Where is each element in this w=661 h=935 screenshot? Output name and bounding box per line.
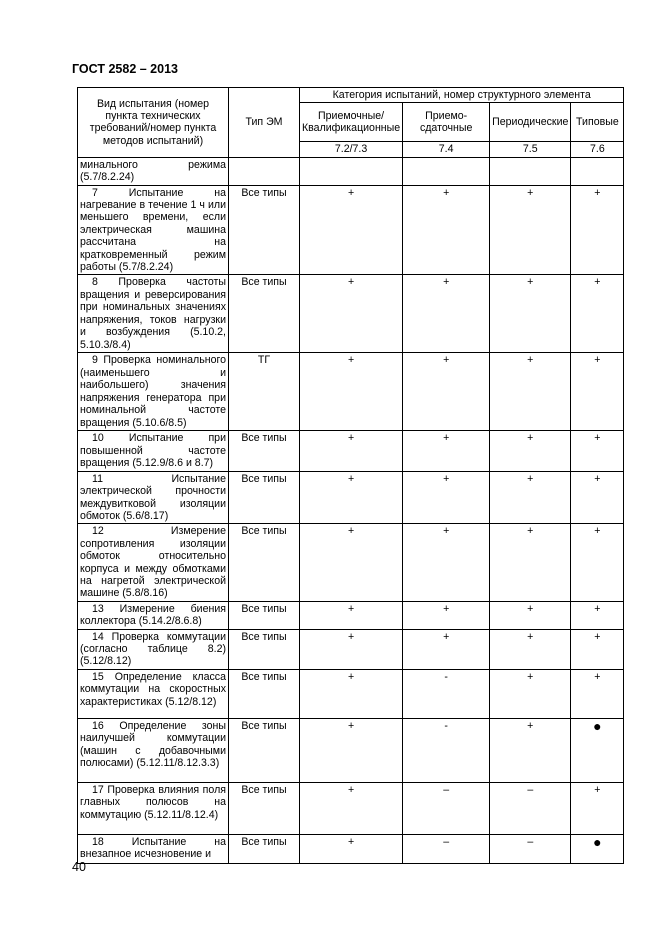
test-description	[78, 275, 229, 353]
machine-type: Все типы	[229, 629, 300, 669]
category-mark: +	[490, 629, 571, 669]
test-description	[78, 185, 229, 275]
test-description-text: 15 Определение класса коммутации на скоростных характеристиках (5.12/8.12)	[80, 670, 226, 708]
machine-type	[229, 157, 300, 185]
test-description	[78, 669, 229, 718]
test-description	[78, 782, 229, 834]
category-mark: +	[300, 185, 403, 275]
machine-type: Все типы	[229, 524, 300, 601]
category-ref: 7.2/7.3	[300, 142, 403, 157]
table-row	[78, 669, 624, 718]
category-mark: +	[490, 669, 571, 718]
category-mark	[571, 157, 624, 185]
category-label: Приемочные/Квалификационные	[300, 103, 403, 142]
category-mark: ●	[571, 834, 624, 863]
category-mark: +	[490, 718, 571, 782]
category-mark: –	[490, 782, 571, 834]
test-description	[78, 471, 229, 524]
test-description	[78, 718, 229, 782]
category-mark: +	[403, 471, 490, 524]
table-row	[78, 782, 624, 834]
col-header-test-type: Вид испытания (номер пункта технических требований/номер пункта методов испытаний)	[78, 88, 229, 158]
category-mark	[403, 157, 490, 185]
machine-type: Все типы	[229, 834, 300, 863]
category-mark: +	[300, 275, 403, 353]
category-mark: +	[300, 353, 403, 431]
category-mark: +	[403, 275, 490, 353]
table-row	[78, 718, 624, 782]
test-description-text: минального режима (5.7/8.2.24)	[80, 158, 226, 184]
test-description-text: 18 Испытание на внезапное исчезновение и	[80, 835, 226, 861]
category-header: Категория испытаний, номер структурного элемента	[300, 88, 624, 103]
test-description-text: 17 Проверка влияния поля главных полюсов на коммутацию (5.12.11/8.12.4)	[80, 783, 226, 821]
category-mark: –	[403, 834, 490, 863]
category-mark: +	[571, 601, 624, 629]
category-mark: +	[300, 431, 403, 471]
category-mark: +	[490, 431, 571, 471]
category-mark: +	[571, 353, 624, 431]
category-mark: +	[571, 669, 624, 718]
category-mark: +	[300, 718, 403, 782]
category-mark: ●	[571, 718, 624, 782]
category-mark: -	[403, 669, 490, 718]
category-mark: –	[403, 782, 490, 834]
test-description-text: 13 Измерение биения коллектора (5.14.2/8.6.8)	[80, 602, 226, 628]
table-row	[78, 601, 624, 629]
test-categories-table	[77, 87, 624, 864]
col-header-machine-type: Тип ЭМ	[229, 88, 300, 158]
category-mark: +	[571, 629, 624, 669]
category-mark: +	[571, 782, 624, 834]
test-description-text: 11 Испытание электрической прочности междувитковой изоляции обмоток (5.6/8.17)	[80, 472, 226, 522]
table-row	[78, 353, 624, 431]
page-number: 40	[72, 860, 86, 874]
category-mark: +	[490, 524, 571, 601]
category-ref: 7.4	[403, 142, 490, 157]
test-description-text: 8 Проверка частоты вращения и реверсирования при номинальных значениях напряжения, токов нагрузки и возбуждения (5.10.2, 5.10.3/8.4)	[80, 276, 226, 351]
machine-type: Все типы	[229, 471, 300, 524]
machine-type: Все типы	[229, 601, 300, 629]
table-row	[78, 275, 624, 353]
test-description	[78, 629, 229, 669]
test-description	[78, 524, 229, 601]
category-mark: +	[571, 185, 624, 275]
category-mark: +	[403, 431, 490, 471]
category-mark: +	[300, 524, 403, 601]
test-description-text: 16 Определение зоны наилучшей коммутации (машин с добавочными полюсами) (5.12.11/8.12.3.3)	[80, 719, 226, 769]
machine-type: Все типы	[229, 782, 300, 834]
document-header: ГОСТ 2582 – 2013	[72, 62, 178, 76]
category-mark: +	[490, 601, 571, 629]
test-description	[78, 157, 229, 185]
category-label: Приемо-сдаточные	[403, 103, 490, 142]
test-description	[78, 431, 229, 471]
category-ref: 7.5	[490, 142, 571, 157]
category-mark: +	[571, 524, 624, 601]
machine-type: Все типы	[229, 185, 300, 275]
test-description-text: 7 Испытание на нагревание в течение 1 ч или меньшего времени, если электрическая машина рассчитана на кратковременный режим работы (5.7/8.2.24)	[80, 186, 226, 274]
category-mark: +	[403, 601, 490, 629]
table-row	[78, 834, 624, 863]
category-mark: +	[403, 524, 490, 601]
category-mark: +	[300, 834, 403, 863]
category-label: Типовые	[571, 103, 624, 142]
machine-type: Все типы	[229, 718, 300, 782]
category-mark: +	[403, 185, 490, 275]
category-mark: +	[300, 629, 403, 669]
table-row	[78, 431, 624, 471]
test-description	[78, 601, 229, 629]
category-mark: +	[300, 782, 403, 834]
machine-type: Все типы	[229, 275, 300, 353]
machine-type: Все типы	[229, 431, 300, 471]
category-mark: +	[403, 629, 490, 669]
category-mark: +	[403, 353, 490, 431]
machine-type: ТГ	[229, 353, 300, 431]
category-mark: –	[490, 834, 571, 863]
category-mark: +	[300, 669, 403, 718]
table-row	[78, 629, 624, 669]
test-description	[78, 353, 229, 431]
category-mark: +	[490, 353, 571, 431]
category-mark: -	[403, 718, 490, 782]
table-row	[78, 524, 624, 601]
category-mark: +	[300, 471, 403, 524]
test-description-text: 14 Проверка коммутации (согласно таблице 8.2) (5.12/8.12)	[80, 630, 226, 668]
category-mark	[300, 157, 403, 185]
category-mark: +	[571, 471, 624, 524]
category-mark: +	[300, 601, 403, 629]
machine-type: Все типы	[229, 669, 300, 718]
category-label: Периодические	[490, 103, 571, 142]
category-mark: +	[571, 431, 624, 471]
category-mark: +	[490, 275, 571, 353]
category-mark: +	[490, 185, 571, 275]
table-row	[78, 185, 624, 275]
test-description	[78, 834, 229, 863]
test-description-text: 12 Измерение сопротивления изоляции обмоток относительно корпуса и между обмотками на нагретой электрической машине (5.8/8.16)	[80, 525, 226, 600]
table-row	[78, 471, 624, 524]
category-ref: 7.6	[571, 142, 624, 157]
category-mark: +	[490, 471, 571, 524]
test-description-text: 10 Испытание при повышенной частоте вращения (5.12.9/8.6 и 8.7)	[80, 432, 226, 470]
category-mark	[490, 157, 571, 185]
table-row	[78, 157, 624, 185]
test-description-text: 9 Проверка номинального (наименьшего и наибольшего) значения напряжения генератора при номинальной частоте вращения (5.10.6/8.5)	[80, 354, 226, 429]
category-mark: +	[571, 275, 624, 353]
